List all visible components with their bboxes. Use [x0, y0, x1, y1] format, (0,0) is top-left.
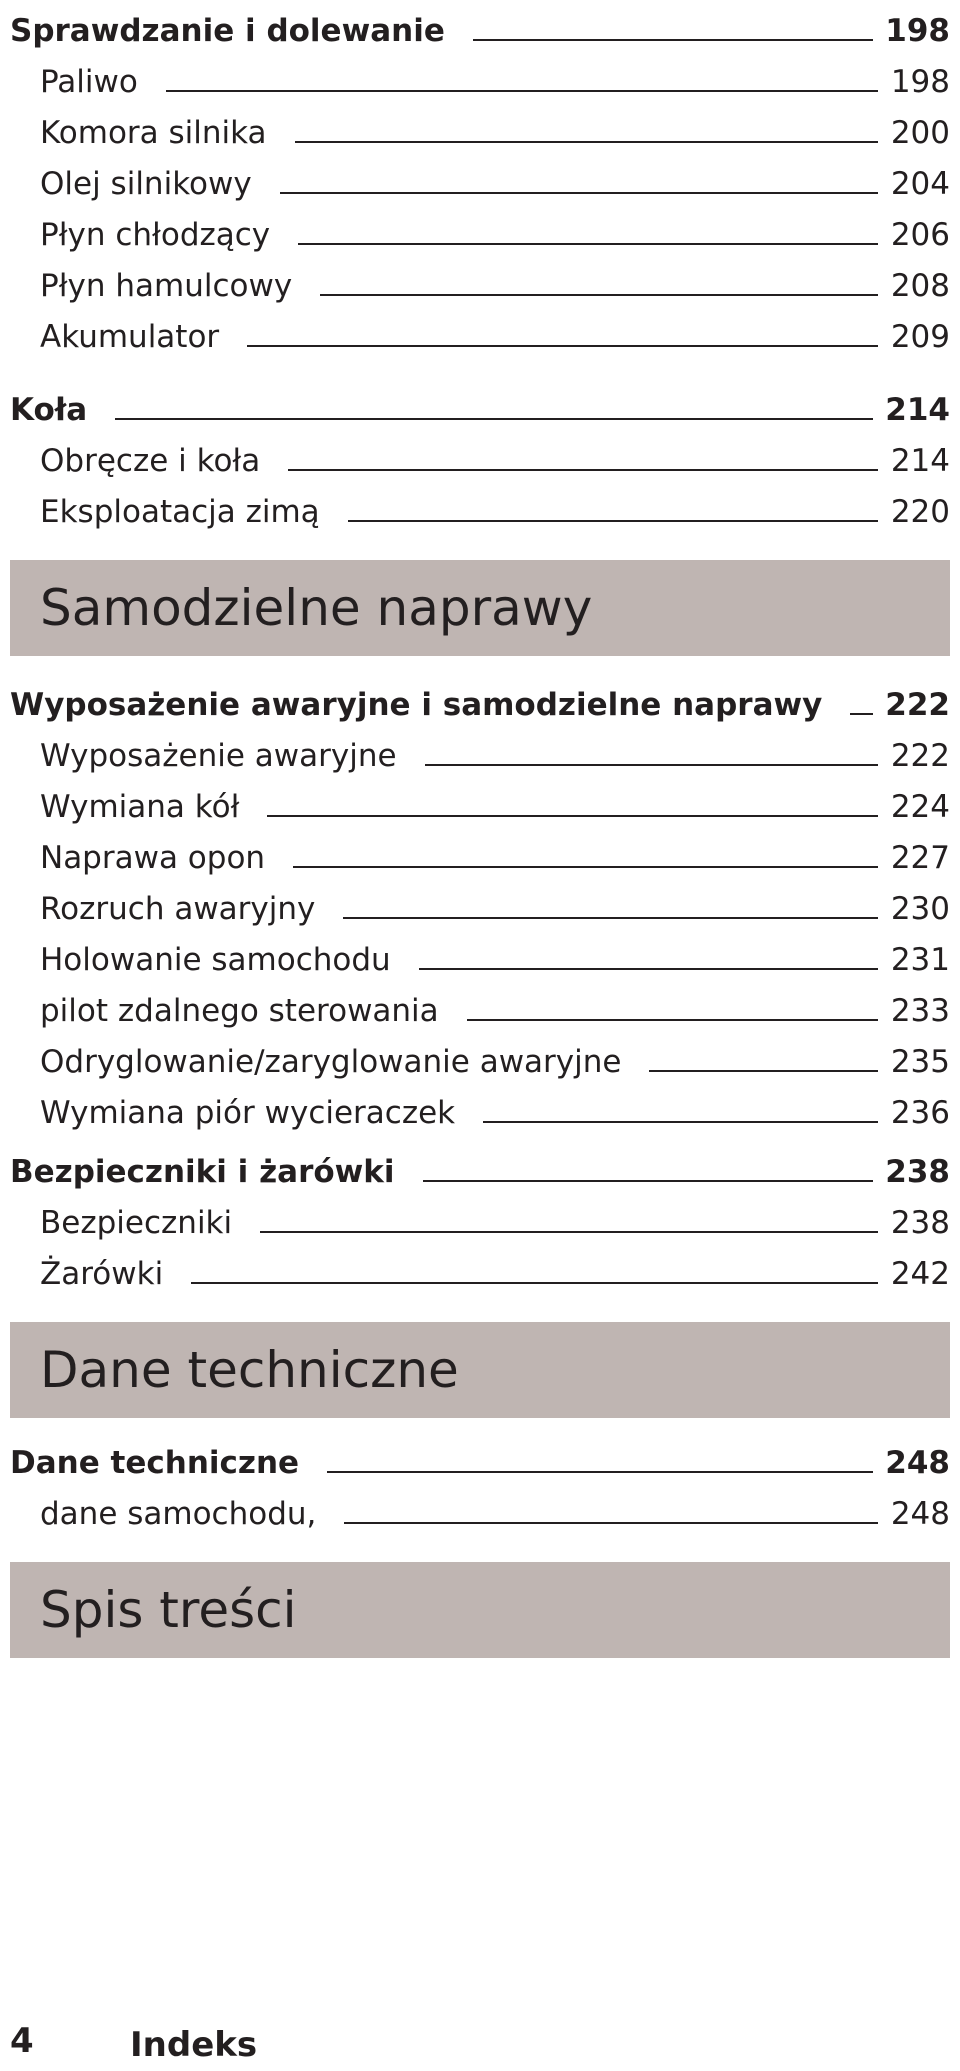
spacer: [10, 656, 950, 674]
toc-entry[interactable]: [10, 481, 950, 532]
toc-entry-page: 248: [890, 1496, 950, 1532]
spacer: [10, 1294, 950, 1322]
toc-entry[interactable]: [10, 878, 950, 929]
toc-entry[interactable]: [10, 1432, 950, 1483]
leader-line: [850, 713, 873, 715]
toc-entry-page: 233: [890, 993, 950, 1029]
toc-entry[interactable]: [10, 1082, 950, 1133]
toc-entry[interactable]: [10, 153, 950, 204]
toc-entry-page: 200: [890, 115, 950, 151]
toc-entry-page: 198: [890, 64, 950, 100]
toc-entry-label: pilot zdalnego sterowania: [40, 993, 439, 1029]
toc-group-wheels: [10, 379, 950, 532]
toc-entry[interactable]: [10, 430, 950, 481]
toc-entry[interactable]: [10, 1031, 950, 1082]
leader-line: [298, 243, 878, 245]
toc-entry-label: Płyn hamulcowy: [40, 268, 293, 304]
toc-entry-page: 209: [890, 319, 950, 355]
toc-entry-label: Wymiana piór wycieraczek: [40, 1095, 456, 1131]
spacer: [10, 357, 950, 379]
toc-group-technical: [10, 1432, 950, 1534]
toc-group-repairs: [10, 674, 950, 1133]
leader-line: [467, 1019, 878, 1021]
toc-entry[interactable]: [10, 674, 950, 725]
toc-entry-label: Bezpieczniki i żarówki: [10, 1154, 395, 1190]
toc-entry-page: 214: [890, 443, 950, 479]
leader-line: [191, 1282, 878, 1284]
toc-entry-page: 231: [890, 942, 950, 978]
toc-entry-page: 214: [885, 392, 950, 428]
toc-entry-label: Wyposażenie awaryjne i samodzielne naprawy: [10, 687, 823, 723]
leader-line: [419, 968, 878, 970]
toc-entry-page: 248: [885, 1445, 950, 1481]
toc-entry-label: Akumulator: [40, 319, 220, 355]
leader-line: [649, 1070, 878, 1072]
toc-group-fuses: [10, 1141, 950, 1294]
leader-line: [247, 345, 878, 347]
toc-entry[interactable]: [10, 0, 950, 51]
toc-entry-label: Eksploatacja zimą: [40, 494, 320, 530]
leader-line: [348, 520, 878, 522]
leader-line: [425, 764, 878, 766]
toc-entry-label: Wyposażenie awaryjne: [40, 738, 397, 774]
toc-entry-label: dane samochodu,: [40, 1496, 317, 1532]
toc-entry-label: Płyn chłodzący: [40, 217, 271, 253]
toc-entry-label: Paliwo: [40, 64, 138, 100]
toc-entry[interactable]: [10, 306, 950, 357]
toc-entry-label: Rozruch awaryjny: [40, 891, 316, 927]
spacer: [10, 1534, 950, 1562]
spacer: [10, 532, 950, 560]
leader-line: [423, 1180, 874, 1182]
toc-entry[interactable]: [10, 204, 950, 255]
leader-line: [280, 192, 878, 194]
toc-entry-page: 206: [890, 217, 950, 253]
chapter-band: Dane techniczne: [10, 1322, 950, 1418]
toc-entry-label: Holowanie samochodu: [40, 942, 391, 978]
toc-entry-page: 222: [885, 687, 950, 723]
toc-entry-label: Sprawdzanie i dolewanie: [10, 13, 445, 49]
leader-line: [320, 294, 878, 296]
leader-line: [115, 418, 873, 420]
toc-entry[interactable]: [10, 102, 950, 153]
toc-entry-page: 224: [890, 789, 950, 825]
toc-entry-page: 198: [885, 13, 950, 49]
leader-line: [483, 1121, 878, 1123]
toc-entry-label: Żarówki: [40, 1256, 164, 1292]
toc-entry[interactable]: [10, 1192, 950, 1243]
toc-entry-page: 238: [885, 1154, 950, 1190]
toc-entry[interactable]: [10, 725, 950, 776]
toc-entry-page: 230: [890, 891, 950, 927]
toc-entry-label: Obręcze i koła: [40, 443, 261, 479]
toc-entry-label: Naprawa opon: [40, 840, 266, 876]
toc-entry-page: 220: [890, 494, 950, 530]
leader-line: [293, 866, 878, 868]
toc-entry[interactable]: [10, 1141, 950, 1192]
toc-entry-label: Odryglowanie/zaryglowanie awaryjne: [40, 1044, 622, 1080]
toc-entry[interactable]: [10, 1243, 950, 1294]
toc-entry[interactable]: [10, 51, 950, 102]
leader-line: [473, 39, 873, 41]
toc-entry[interactable]: [10, 776, 950, 827]
leader-line: [295, 141, 878, 143]
leader-line: [267, 815, 878, 817]
toc-entry-page: 236: [890, 1095, 950, 1131]
toc-entry-page: 242: [890, 1256, 950, 1292]
toc-entry[interactable]: [10, 379, 950, 430]
toc-entry[interactable]: [10, 827, 950, 878]
leader-line: [166, 90, 878, 92]
toc-entry[interactable]: [10, 929, 950, 980]
toc-entry-page: 238: [890, 1205, 950, 1241]
leader-line: [288, 469, 878, 471]
toc-entry-page: 208: [890, 268, 950, 304]
leader-line: [344, 1522, 878, 1524]
footer-title: Indeks: [130, 2025, 258, 2065]
toc-entry-page: 204: [890, 166, 950, 202]
page-number: 4: [10, 2021, 34, 2061]
toc-entry-label: Olej silnikowy: [40, 166, 252, 202]
leader-line: [327, 1471, 873, 1473]
leader-line: [343, 917, 878, 919]
leader-line: [260, 1231, 878, 1233]
page-footer: [10, 2016, 950, 2066]
toc-entry-page: 227: [890, 840, 950, 876]
toc-entry-label: Bezpieczniki: [40, 1205, 233, 1241]
toc-group-checking: [10, 0, 950, 357]
toc-entry-label: Koła: [10, 392, 88, 428]
chapter-band: Samodzielne naprawy: [10, 560, 950, 656]
toc-entry-label: Wymiana kół: [40, 789, 240, 825]
chapter-band: Spis treści: [10, 1562, 950, 1658]
table-of-contents: [10, 0, 950, 1658]
toc-entry-page: 235: [890, 1044, 950, 1080]
toc-entry-page: 222: [890, 738, 950, 774]
toc-entry[interactable]: [10, 1483, 950, 1534]
spacer: [10, 1133, 950, 1141]
toc-entry[interactable]: [10, 255, 950, 306]
spacer: [10, 1418, 950, 1432]
toc-entry-label: Komora silnika: [40, 115, 267, 151]
toc-entry[interactable]: [10, 980, 950, 1031]
toc-entry-label: Dane techniczne: [10, 1445, 300, 1481]
